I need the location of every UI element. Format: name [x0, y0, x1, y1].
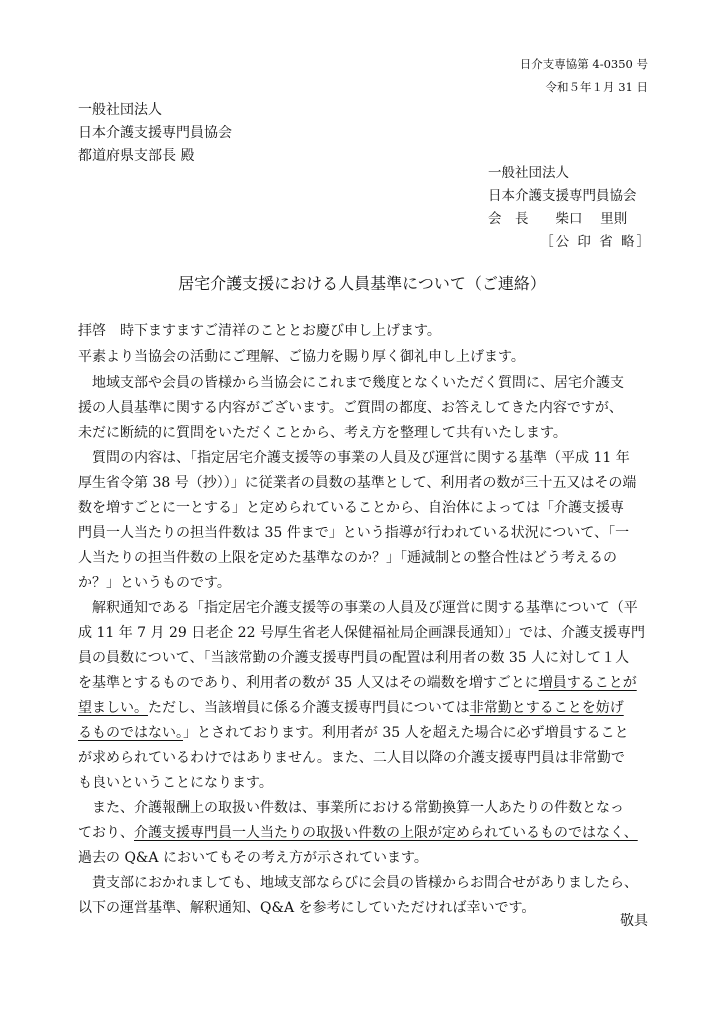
body-line: 成 11 年 7 月 29 日老企 22 号厚生省老人保健福祉局企画課長通知）」では、介護支援専門 [78, 625, 645, 641]
document-title: 居宅介護支援における人員基準について（ご連絡） [178, 274, 546, 293]
closing-word: 敬具 [620, 913, 648, 929]
body-line: 貴支部におかれましても、地域支部ならびに会員の皆様からお問合せがありましたら、 [78, 875, 638, 891]
body-line: 解釈通知である「指定居宅介護支援等の事業の人員及び運営に関する基準について（平 [78, 600, 638, 616]
body-text: を基準とするものであり、利用者の数が 35 人又はその端数を増すごとに [78, 675, 539, 691]
sender-org-name: 日本介護支援専門員協会 [488, 188, 637, 204]
underlined-text: 介護支援専門員一人当たりの取扱い件数の上限が定められているものではなく、 [134, 825, 638, 841]
body-text: 」とされております。利用者が 35 人を超えた場合に必ず増員すること [183, 725, 629, 741]
body-line: 未だに断続的に質問をいただくことから、考え方を整理して共有いたします。 [78, 425, 567, 441]
body-line: 地域支部や会員の皆様から当協会にこれまで幾度となくいただく質問に、居宅介護支 [78, 375, 624, 391]
underlined-text: 増員することが [538, 675, 637, 691]
body-line: 質問の内容は、「指定居宅介護支援等の事業の人員及び運営に関する基準（平成 11 年 [78, 450, 630, 466]
body-line: 門員一人当たりの担当件数は 35 件まで」という指導が行われている状況について、「一 [78, 525, 630, 541]
body-line [78, 722, 629, 744]
seal-omitted-note: ［公 印 省 略］ [540, 234, 652, 250]
body-text: ただし、当該増員に係る介護支援専門員については [148, 700, 470, 716]
body-line: 以下の運営基準、解釈通知、Q&A を参考にしていただければ幸いです。 [78, 900, 536, 916]
body-line: 厚生省令第 38 号（抄））」に従業者の員数の基準として、利用者の数が三十五又はその端 [78, 475, 637, 491]
body-line: また、介護報酬上の取扱い件数は、事業所における常勤換算一人あたりの件数となっ [78, 800, 624, 816]
body-line: 数を増すごとに一とする」と定められていることから、自治体によっては「介護支援専 [78, 500, 624, 516]
document-date: 令和５年１月 31 日 [545, 80, 648, 94]
body-line: が求められているわけではありません。また、二人目以降の介護支援専門員は非常勤で [78, 750, 625, 766]
underlined-text: るものではない。 [78, 725, 183, 741]
body-text: ており、 [78, 825, 134, 841]
sender-org-type: 一般社団法人 [488, 165, 569, 181]
document-number: 日介支専協第 4-0350 号 [519, 57, 648, 71]
body-line [78, 672, 637, 694]
body-line [78, 697, 624, 719]
body-line: 平素より当協会の活動にご理解、ご協力を賜り厚く御礼申し上げます。 [78, 349, 525, 365]
underlined-text: 非常勤とすることを妨げ [469, 700, 624, 716]
addressee-org-name: 日本介護支援専門員協会 [78, 125, 232, 141]
addressee-org-type: 一般社団法人 [78, 102, 162, 118]
sender-president: 会 長 柴口 里則 [488, 211, 628, 227]
body-line: 過去の Q&A においてもその考え方が示されています。 [78, 850, 428, 866]
body-line: 員の員数について、「当該常勤の介護支援専門員の配置は利用者の数 35 人に対して１人 [78, 650, 630, 666]
body-line: 拝啓 時下ますますご清祥のこととお慶び申し上げます。 [78, 323, 441, 339]
body-line: 援の人員基準に関する内容がございます。ご質問の都度、お答えしてきた内容ですが、 [78, 400, 623, 416]
body-line [78, 822, 638, 844]
underlined-text: 望ましい。 [78, 700, 148, 716]
body-line: も良いということになります。 [78, 775, 273, 791]
body-line: か？」というものです。 [78, 575, 231, 591]
addressee-recipient: 都道府県支部長 殿 [78, 148, 195, 164]
body-line: 人当たりの担当件数の上限を定めた基準なのか？」「逓減制との整合性はどう考えるの [78, 550, 617, 566]
